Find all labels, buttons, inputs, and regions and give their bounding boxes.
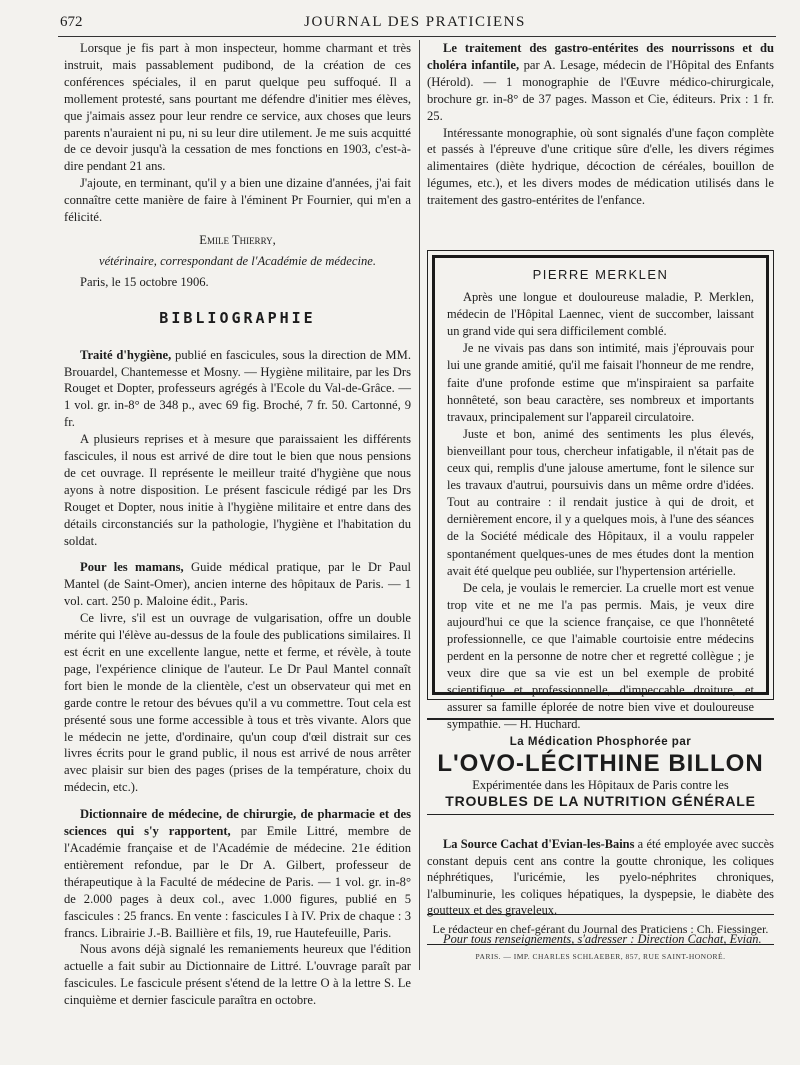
- entry-reference: Guide médical pratique, par le Dr Paul Mantel (de Saint-Omer), ancien interne des hôpitaux de Paris. — 1 vol. cart. 250 p. Maloine édit., Paris.: [64, 560, 411, 609]
- page-header: [60, 14, 770, 36]
- entry-reference: par Emile Littré, membre de l'Académie française et de l'Académie de médecine. 21e édition entièrement refondue, par le Dr A. Gilbert, professeur de thérapeutique à la Faculté de médecine de Paris. — 1 vol. gr. in-8° de 2.000 pages à deux col., avec 1.000 figures, publié en 5 fascicules : 25 francs. En vente : fascicules I à IV. Prix de chaque : 3 francs. Librairie J.-B. Baillière et fils, 19, rue Hautefeuille, Paris.: [64, 824, 411, 940]
- entry-review: A plusieurs reprises et à mesure que paraissaient les différents fascicules, il nous est arrivé de dire tout le bien que nous pensions de cet ouvrage. Il représente le meilleur traité d'hygiène que nous ayons à notre disposition. Le présent fascicule rédigé par les Drs Rouget et Dopter, nous initie à l'hygiène militaire et entre dans des détails circonstanciés sur la pathologie, l'hygiène et l'habitation du soldat.: [64, 432, 411, 548]
- printer-line: PARIS. — IMP. CHARLES SCHLAEBER, 857, RUE SAINT-HONORÉ.: [475, 952, 726, 961]
- section-title: BIBLIOGRAPHIE: [159, 308, 316, 327]
- obituary-title: PIERRE MERKLEN: [532, 267, 669, 282]
- cachat-body: a été employée avec succès constant depuis cent ans contre la goutte chronique, les coliques néphrétiques, l'uricémie, les pyelo-néphrites chroniques, l'albuminurie, les coliques hépatiques, la dyspepsie, le diabète des goutteux et des graveleux.: [427, 837, 774, 918]
- ad-subtitle: La Médication Phosphorée par: [509, 736, 692, 748]
- letter-paragraph: J'ajoute, en terminant, qu'il y a bien une dizaine d'années, j'ai fait connaître cette manière de faire à l'éminent Pr Fournier, qui m'en a félicité.: [64, 176, 411, 225]
- entry-title: Traité d'hygiène,: [80, 347, 172, 362]
- redacteur-line: Le rédacteur en chef-gérant du Journal des Praticiens : Ch. Fiessinger.: [432, 922, 769, 936]
- biblio-entry: [64, 806, 411, 941]
- place-date: Paris, le 15 octobre 1906.: [80, 274, 209, 289]
- signature-role: vétérinaire, correspondant de l'Académie de médecine.: [99, 253, 376, 268]
- ovo-lecithine-advert: [427, 730, 774, 809]
- letter-paragraph: Lorsque je fis part à mon inspecteur, homme charmant et très instruit, mais passablement pudibond, de la création de ces conférences spéciales, il en parut quelque peu suffoqué. Il a mollement protesté, sans pourtant me défendre d'initier mes élèves, que j'aimais assez pour leur rendre ce service, aux choses que leurs parents n'auraient ni pu, ni su leur dire utilement. Je me suis acquitté de ce devoir jusqu'à la cessation de mes fonctions en 1903, c'est-à-dire pendant 21 ans.: [64, 41, 411, 174]
- cachat-advert: [427, 824, 774, 960]
- obituary-paragraph: Juste et bon, animé des sentiments les plus élevés, bienveillant pour tous, chercheur infatigable, il n'était pas de ceux qui, remplis d'une jalouse amertume, font le silence sur les travaux d'autrui, poursuivis dans un même ordre d'idées. Tout au contraire : il rendait justice à qui de droit, et dernièrement encore, il y a quelques mois, à l'une des séances de la Société médicale des Hôpitaux, il a voulu rappeler spontanément quelques-unes de mes études dont la mention avait été quelque peu oubliée, sur l'hypertension artérielle.: [447, 426, 754, 578]
- obituary-paragraph: Je ne vivais pas dans son intimité, mais j'éprouvais pour lui une grande amitié, qu'il me faisait l'honneur de me rendre, faite d'une profonde estime que m'inspiraient sa parfaite honnêteté, son beau caractère, ses nombreux et importants travaux, principalement sur l'appareil circulatoire.: [447, 341, 754, 424]
- header-rule: [58, 36, 776, 37]
- obituary-box: [427, 250, 774, 732]
- entry-reference: par A. Lesage, médecin de l'Hôpital des Enfants (Hérold). — 1 monographie de l'Œuvre médico-chirurgicale, brochure gr. in-8° de 37 pages. Masson et Cie, éditeurs. Prix : 1 fr. 25.: [427, 57, 774, 123]
- entry-title: Le traitement des gastro-entérites des nourrissons et du choléra infantile,: [427, 41, 774, 72]
- page-number: 672: [60, 14, 83, 30]
- entry-title: Dictionnaire de médecine, de chirurgie, de pharmacie et des sciences qui s'y rapportent,: [64, 807, 411, 839]
- ad-title: L'OVO-LÉCITHINE BILLON: [437, 750, 764, 777]
- left-column: [64, 40, 411, 1009]
- right-column: [427, 40, 774, 209]
- ad-bottom-rule: [427, 814, 774, 815]
- ad-line: Expérimentée dans les Hôpitaux de Paris contre les: [472, 778, 729, 792]
- entry-review: Nous avons déjà signalé les remaniements heureux que l'édition actuelle a fait subir au Dictionnaire de Littré. L'ouvrage paraît par fascicules. Le fascicule présent s'étend de la lettre O à la lettre S. Le cinquième et dernier fascicule paraîtra en octobre.: [64, 942, 411, 1008]
- obituary-paragraph: De cela, je voulais le remercier. La cruelle mort est venue trop vite et ne me l'a pas permis. Mais, je veux dire aujourd'hui ce que la science française, ce que l'honnêteté professionnelle, ce que l'aimable courtoisie entre médecins perdent en la personne de notre cher et regretté collègue ; je veux dire que sa vie est un bel exemple de probité scientifique et professionnelle, d'impeccable droiture, et assurer sa famille éplorée de notre bien vive et douloureuse sympathie. — H. Huchard.: [447, 580, 754, 732]
- entry-review: Ce livre, s'il est un ouvrage de vulgarisation, offre un double mérite qui l'élève au-dessus de la foule des publications similaires. Il est écrit en une excellente langue, nette et ferme, et révèle, à toute page, l'expérience clinique de l'auteur. Le Dr Paul Mantel connaît fort bien le monde de la clientèle, c'est un observateur qui met en garde contre le retour des bévues qu'il a vu commettre. Tout cela est présenté sous une forme accessible à tous et très vivante. Alors que le médecin ne jette, d'ordinaire, qu'un coup d'œil distrait sur ces livres écrits pour le grand public, il nous est arrivé de nous arrêter avec plaisir sur bien des pages (prises de la température, choix du médecin, etc.).: [64, 611, 411, 795]
- cachat-lead: La Source Cachat d'Evian-les-Bains: [443, 837, 635, 852]
- footer-rule: [427, 914, 774, 915]
- ad-top-rule: [427, 718, 774, 720]
- entry-reference: publié en fascicules, sous la direction de MM. Brouardel, Chantemesse et Mosny. — Hygiène militaire, par les Drs Rouget et Dopter, professeurs agrégés à l'Ecole du Val-de-Grâce. — 1 vol. gr. in-8° de 348 p., avec 69 fig. Broché, 7 fr. 50. Cartonné, 9 fr.: [64, 347, 411, 430]
- obituary-paragraph: Après une longue et douloureuse maladie, P. Merklen, médecin de l'Hôpital Laennec, vient de succomber, laissant un grand vide qui sera difficilement comblé.: [447, 290, 754, 339]
- signature-name: Emile Thierry,: [199, 232, 276, 247]
- footer-rule: [427, 944, 774, 945]
- biblio-entry: [427, 40, 774, 125]
- biblio-entry: [64, 559, 411, 610]
- entry-title: Pour les mamans,: [80, 560, 184, 575]
- biblio-entry: [64, 347, 411, 432]
- journal-title: JOURNAL DES PRATICIENS: [304, 14, 526, 30]
- column-separator: [419, 40, 420, 970]
- entry-review: Intéressante monographie, où sont signalés d'une façon complète et passés à l'épreuve d'une critique sûre d'elle, les divers régimes alimentaires (diète hydrique, décoction de céréales, bouillon de légumes, etc.), et les divers modes de médication utilisés dans le traitement des gastro-entérites de l'enfance.: [427, 125, 774, 208]
- cachat-contact: Pour tous renseignements, s'adresser : Direction Cachat, Evian.: [443, 931, 762, 946]
- cachat-text: [427, 836, 774, 918]
- ad-trouble: TROUBLES DE LA NUTRITION GÉNÉRALE: [445, 793, 756, 809]
